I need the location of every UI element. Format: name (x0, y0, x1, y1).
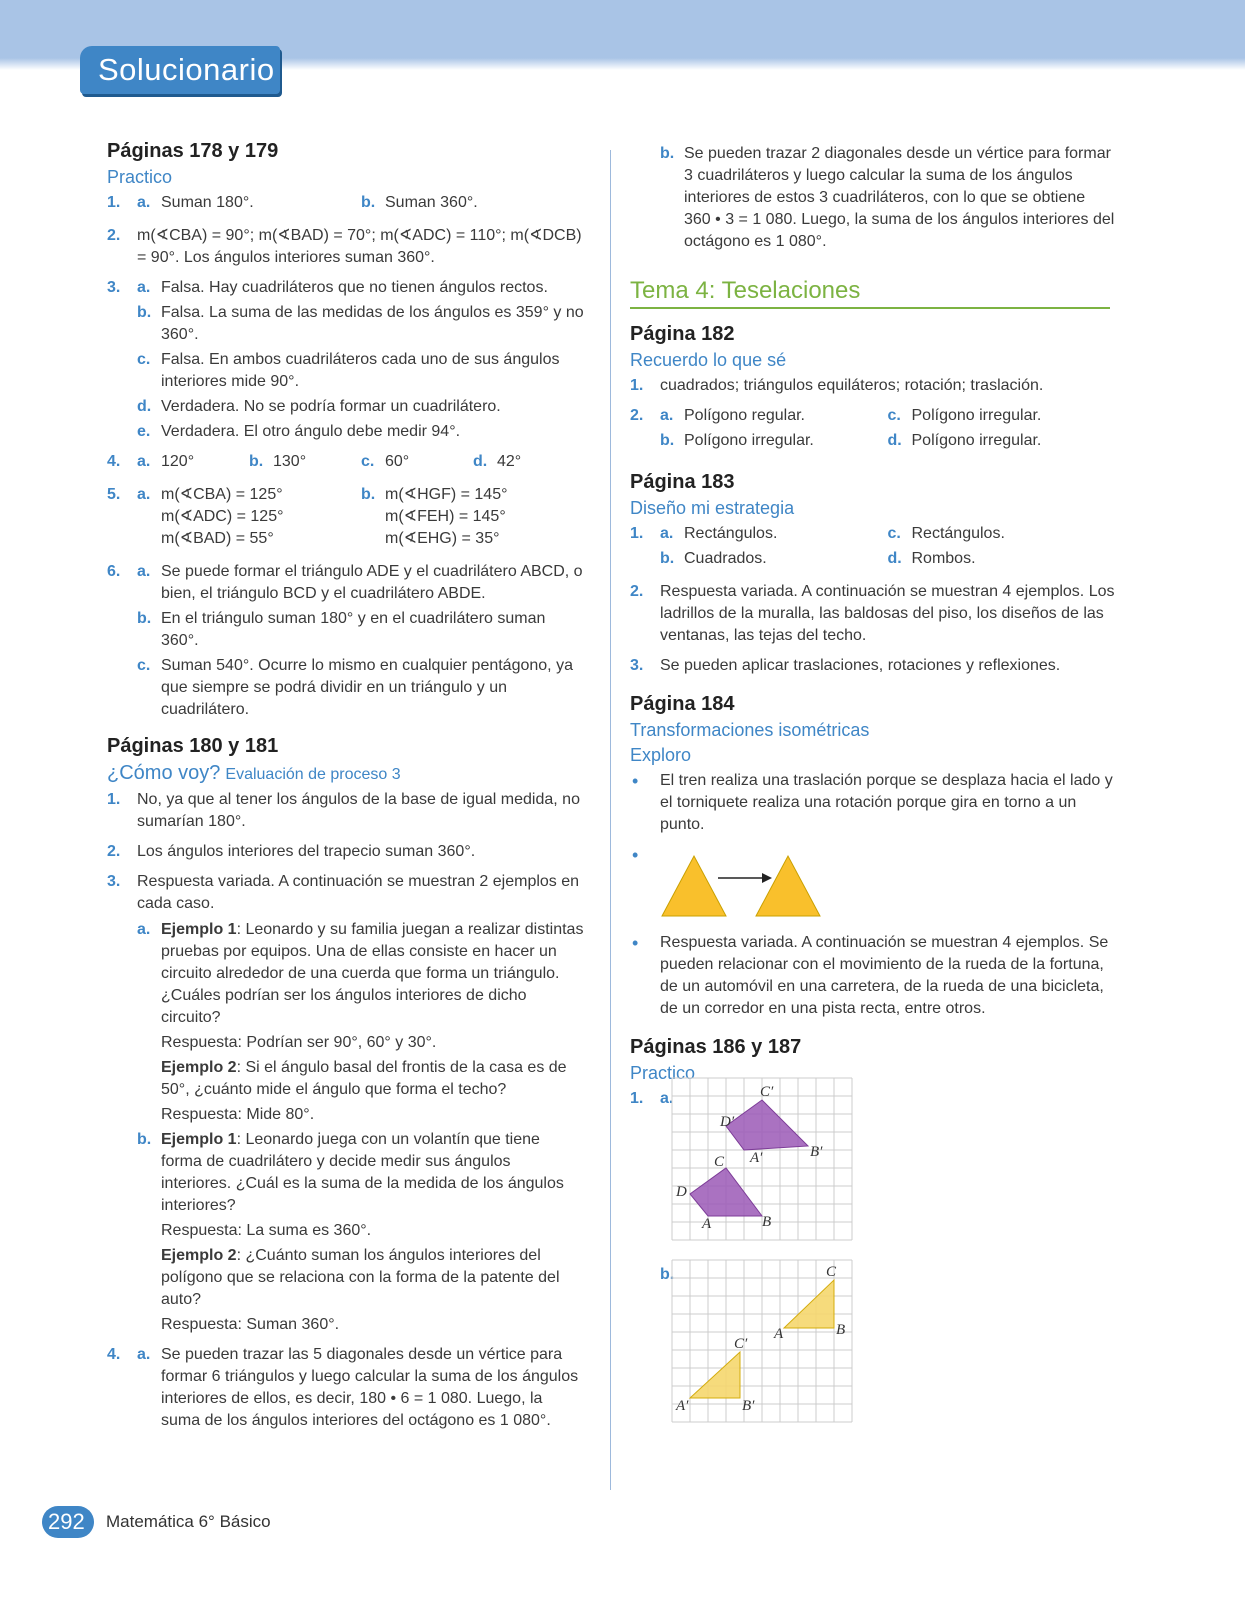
item-number: 6. (107, 563, 121, 580)
exercise-1 (107, 789, 585, 833)
exercise-1b (630, 1264, 1115, 1434)
right-column (630, 143, 1115, 1442)
item-letter: d. (473, 453, 488, 470)
answer-text: Respuesta: La suma es 360°. (161, 1222, 372, 1239)
item-letter: b. (137, 1131, 152, 1148)
exercise-6 (107, 561, 585, 721)
item-letter: c. (137, 657, 151, 674)
answer-text: 130° (273, 453, 307, 470)
item-letter: e. (137, 423, 151, 440)
answer-text: 120° (161, 453, 195, 470)
subheading: Recuerdo lo que sé (630, 350, 787, 370)
subheading: Exploro (630, 745, 692, 765)
answer-text: Rectángulos. (684, 525, 778, 542)
item-number: 5. (107, 486, 121, 503)
answer-text: m(∢BAD) = 55° (161, 530, 274, 547)
subheading (107, 762, 585, 785)
answer-text: Se pueden trazar 2 diagonales desde un vértice para formar 3 cuadriláteros y luego calcular la suma de los ángulos interiores de estos 3 cuadriláteros, con lo que se obtiene 360 • 3 = 1 080. Luego, la suma de los ángulos interiores del octágono es 1 080°. (684, 145, 1115, 250)
answer-text: m(∢CBA) = 125° (161, 486, 283, 503)
quadrilateral-original (690, 1168, 762, 1216)
vertex-label: C (714, 1154, 725, 1170)
item-number: 4. (107, 1346, 121, 1363)
answer-text: Falsa. Hay cuadriláteros que no tienen ángulos rectos. (161, 279, 548, 296)
item-letter: a. (137, 563, 151, 580)
exercise-2 (630, 405, 1115, 455)
item-number: 1. (630, 1090, 644, 1107)
page-number: 292 (48, 1509, 85, 1534)
item-letter: d. (137, 398, 152, 415)
item-number: 2. (107, 843, 121, 860)
subheading: Transformaciones isométricas (630, 720, 870, 740)
item-number: 3. (107, 873, 121, 890)
answer-text: Los ángulos interiores del trapecio suman 360°. (137, 843, 476, 860)
answer-text: El tren realiza una traslación porque se desplaza hacia el lado y el torniquete realiza una rotación porque gira en torno a un punto. (660, 772, 1113, 833)
item-number: 1. (107, 791, 121, 808)
vertex-label: C′ (734, 1336, 748, 1352)
answer-text: En el triángulo suman 180° y en el cuadrilátero suman 360°. (161, 610, 546, 649)
vertex-label: A (702, 1216, 712, 1232)
item-number: 1. (630, 377, 644, 394)
example-label: Ejemplo 1 (161, 1131, 237, 1148)
item-letter: a. (137, 194, 151, 211)
page-heading: Página 184 (630, 693, 735, 715)
answer-text: 60° (385, 453, 410, 470)
item-letter: a. (660, 1090, 674, 1107)
vertex-label: A′ (750, 1150, 763, 1166)
answer-text: : ¿Cuánto suman los ángulos interiores del polígono que se relaciona con la forma de la patente del auto? (161, 1247, 560, 1308)
triangle-original (662, 856, 726, 916)
answer-text: Se pueden trazar las 5 diagonales desde un vértice para formar 6 triángulos y luego calcular la suma de los ángulos interiores de ellos, es decir, 180 • 6 = 1 080. Luego, la suma de los ángulos interiores del octágono es 1 080°. (161, 1346, 579, 1429)
answer-text: m(∢EHG) = 35° (385, 530, 500, 547)
subheading: Practico (630, 1063, 696, 1083)
page-heading: Páginas 186 y 187 (630, 1036, 802, 1058)
exercise-3 (630, 655, 1115, 677)
answer-text: No, ya que al tener los ángulos de la base de igual medida, no sumarían 180°. (137, 791, 580, 830)
answer-text: Suman 360°. (385, 194, 478, 211)
item-number: 2. (107, 227, 121, 244)
item-letter: b. (660, 432, 675, 449)
subheading: Practico (107, 167, 173, 187)
subheading-detail: Evaluación de proceso 3 (225, 766, 401, 783)
theme-heading: Tema 4: Teselaciones (630, 277, 1110, 309)
answer-text: Suman 540°. Ocurre lo mismo en cualquier pentágono, ya que siempre se podrá dividir en un triángulo y un cuadrilátero. (161, 657, 573, 718)
item-number: 1. (630, 525, 644, 542)
item-letter: a. (137, 921, 151, 938)
answer-text: Falsa. En ambos cuadriláteros cada uno de sus ángulos interiores mide 90°. (161, 351, 560, 390)
exercise-1 (630, 523, 1115, 573)
item-letter: a. (137, 486, 151, 503)
answer-text: Cuadrados. (684, 550, 767, 567)
item-letter: c. (887, 525, 901, 542)
item-letter: b. (137, 610, 152, 627)
book-title: Matemática 6° Básico (106, 1512, 271, 1531)
answer-text: Falsa. La suma de las medidas de los ángulos es 359° y no 360°. (161, 304, 584, 343)
answer-text: Polígono irregular. (911, 432, 1042, 449)
answer-text: Respuesta variada. A continuación se muestran 4 ejemplos. Se pueden relacionar con el movimiento de la rueda de la fortuna, de un automóvil en una carretera, de la rueda de una bicicleta, de un corredor en una pista recta, entre otros. (660, 934, 1109, 1017)
exercise-4b (660, 143, 1115, 253)
vertex-label: A (774, 1326, 784, 1342)
answer-text: m(∢CBA) = 90°; m(∢BAD) = 70°; m(∢ADC) = 110°; m(∢DCB) = 90°. Los ángulos interiores suman 360°. (137, 227, 582, 266)
page-heading: Página 183 (630, 471, 735, 493)
bullet-item (630, 844, 1115, 924)
page-heading: Páginas 180 y 181 (107, 735, 279, 757)
item-letter: b. (660, 1266, 675, 1283)
item-letter: b. (361, 194, 376, 211)
item-number: 1. (107, 194, 121, 211)
answer-text: : Si el ángulo basal del frontis de la casa es de 50°, ¿cuánto mide el ángulo que forma el techo? (161, 1059, 567, 1098)
item-letter: b. (660, 145, 675, 162)
answer-text: Suman 180°. (161, 194, 254, 211)
page-number-badge (42, 1506, 94, 1538)
vertex-label: D (676, 1184, 687, 1200)
answer-text: Polígono irregular. (684, 432, 814, 449)
exercise-2 (630, 581, 1115, 647)
triangle-original (784, 1280, 834, 1328)
subheading-main: ¿Cómo voy? (107, 762, 221, 784)
answer-text: Respuesta: Podrían ser 90°, 60° y 30°. (161, 1034, 437, 1051)
left-column (107, 140, 585, 1440)
answer-text: Rectángulos. (911, 525, 1005, 542)
vertex-label: B′ (810, 1144, 823, 1160)
item-letter: b. (361, 486, 376, 503)
answer-text: Respuesta: Suman 360°. (161, 1316, 340, 1333)
answer-text: : Leonardo y su familia juegan a realizar distintas pruebas por equipos. Una de ellas consiste en hacer un circuito alrededor de una cuerda que forma un triángulo. ¿Cuáles podrían ser los ángulos interiores de dicho circuito? (161, 921, 584, 1026)
answer-text: Respuesta variada. A continuación se muestran 2 ejemplos en cada caso. (137, 873, 580, 912)
section-title: Solucionario (98, 52, 275, 87)
answer-text: Polígono irregular. (911, 407, 1042, 424)
item-letter: a. (137, 453, 151, 470)
item-letter: a. (137, 1346, 151, 1363)
answer-text: Verdadera. El otro ángulo debe medir 94°. (161, 423, 461, 440)
answer-text: Polígono regular. (684, 407, 805, 424)
answer-text: Respuesta variada. A continuación se muestran 4 ejemplos. Los ladrillos de la muralla, las baldosas del piso, los diseños de las ventanas, las tejas del techo. (660, 583, 1115, 644)
translation-triangles-figure (660, 844, 860, 920)
exercise-3 (107, 277, 585, 443)
column-divider (610, 150, 611, 1490)
answer-text: m(∢FEH) = 145° (385, 508, 506, 525)
item-letter: b. (137, 304, 152, 321)
exercise-2 (107, 225, 585, 269)
answer-text: Se puede formar el triángulo ADE y el cuadrilátero ABCD, o bien, el triángulo BCD y el cuadrilátero ABDE. (161, 563, 583, 602)
item-letter: c. (137, 351, 151, 368)
example-label: Ejemplo 1 (161, 921, 237, 938)
item-letter: a. (660, 407, 674, 424)
answer-text: 42° (497, 453, 522, 470)
answer-text: Se pueden aplicar traslaciones, rotaciones y reflexiones. (660, 657, 1061, 674)
item-letter: d. (887, 432, 902, 449)
item-letter: c. (361, 453, 375, 470)
bullet-item (630, 932, 1115, 1020)
answer-text: : Leonardo juega con un volantín que tiene forma de cuadrilátero y decide medir sus ángulos interiores. ¿Cuál es la suma de la medida de los ángulos interiores? (161, 1131, 564, 1214)
item-letter: d. (887, 550, 902, 567)
answer-text: Respuesta: Mide 80°. (161, 1106, 315, 1123)
item-letter: c. (887, 407, 901, 424)
exercise-4 (107, 451, 585, 476)
triangle-translated (756, 856, 820, 916)
item-number: 3. (630, 657, 644, 674)
quadrilateral-image (726, 1100, 808, 1150)
grid-figure-b (670, 1258, 860, 1424)
grid-figure-a (670, 1076, 860, 1242)
vertex-label: B (836, 1322, 846, 1338)
page-heading: Página 182 (630, 323, 735, 345)
exercise-5 (107, 484, 585, 553)
vertex-label: C′ (760, 1084, 774, 1100)
page-heading: Páginas 178 y 179 (107, 140, 279, 162)
item-number: 2. (630, 583, 644, 600)
vertex-label: B (762, 1214, 772, 1230)
item-letter: b. (660, 550, 675, 567)
subheading: Diseño mi estrategia (630, 498, 795, 518)
exercise-1 (630, 1084, 1115, 1256)
exercise-1 (107, 192, 585, 217)
item-number: 3. (107, 279, 121, 296)
exercise-2 (107, 841, 585, 863)
vertex-label: B′ (742, 1398, 755, 1414)
exercise-4 (107, 1344, 585, 1432)
item-letter: a. (137, 279, 151, 296)
answer-text: Rombos. (911, 550, 976, 567)
example-label: Ejemplo 2 (161, 1247, 237, 1264)
answer-text: Verdadera. No se podría formar un cuadrilátero. (161, 398, 501, 415)
vertex-label: A′ (676, 1398, 689, 1414)
exercise-1 (630, 375, 1115, 397)
arrow-head (762, 873, 772, 883)
section-title-tab (80, 46, 280, 94)
bullet-item (630, 770, 1115, 836)
item-number: 2. (630, 407, 644, 424)
item-letter: a. (660, 525, 674, 542)
triangle-image (690, 1352, 740, 1398)
item-letter: b. (249, 453, 264, 470)
item-number: 4. (107, 453, 121, 470)
vertex-label: C (826, 1264, 837, 1280)
answer-text: m(∢HGF) = 145° (385, 486, 508, 503)
answer-text: cuadrados; triángulos equiláteros; rotación; traslación. (660, 377, 1044, 394)
answer-text: m(∢ADC) = 125° (161, 508, 284, 525)
exercise-3 (107, 871, 585, 1336)
example-label: Ejemplo 2 (161, 1059, 237, 1076)
vertex-label: D′ (720, 1114, 735, 1130)
